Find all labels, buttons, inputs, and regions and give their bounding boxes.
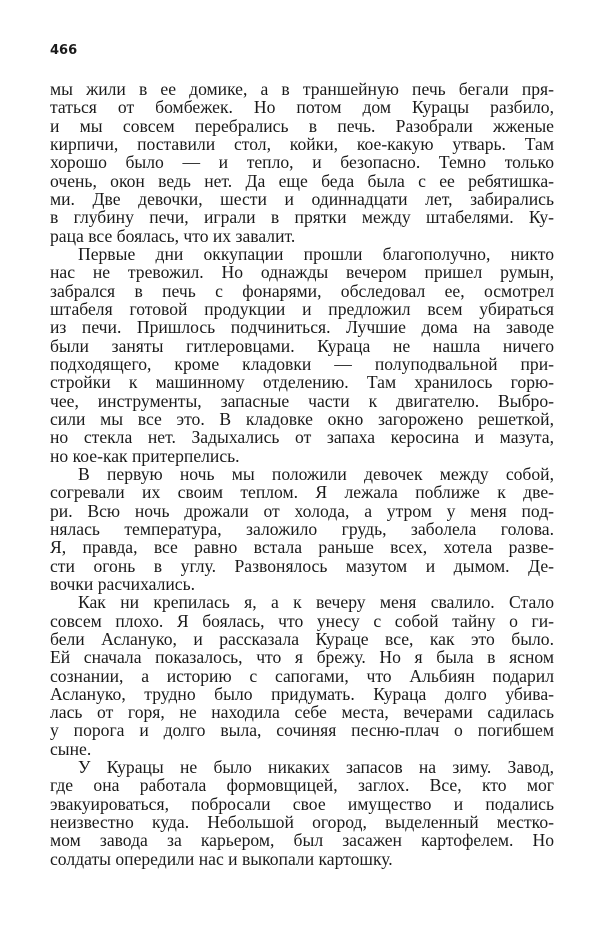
text-line: кирпичи, поставили стол, койки, кое-какую утварь. Там <box>50 133 554 154</box>
text-line: очень, окон ведь нет. Да еще беда была с ее ребятишка- <box>50 170 554 191</box>
text-line: чее, инструменты, запасные части к двигателю. Выбро- <box>50 390 554 411</box>
paragraph <box>50 465 554 593</box>
text-line: у порога и долго выла, сочиняя песню-плач о погибшем <box>50 720 554 741</box>
text-line: совсем плохо. Я боялась, что унесу с собой тайну о ги- <box>50 610 554 631</box>
text-line: мы жили в ее домике, а в траншейную печь бегали пря- <box>50 79 554 99</box>
text-line: неизвестно куда. Небольшой огород, выделенный местко- <box>50 812 554 833</box>
text-line: бели Аслануко, и рассказала Кураце все, как это было. <box>50 628 554 649</box>
page-body-text <box>50 80 554 868</box>
text-line: из печи. Пришлось подчиниться. Лучшие дома на заводе <box>50 317 554 338</box>
text-line: мом завода за карьером, был засажен картофелем. Но <box>50 830 554 851</box>
text-line: В первую ночь мы положили девочек между собой, <box>78 463 554 484</box>
text-line: сили мы все это. В кладовке окно загорожено решеткой, <box>50 408 554 429</box>
text-line: нялась температура, заложило грудь, заболела голова. <box>50 518 554 539</box>
text-line: где она работала формовщицей, заглох. Все, кто мог <box>50 775 554 796</box>
text-line: хорошо было — и тепло, и безопасно. Темно только <box>50 152 554 173</box>
text-line: сыне. <box>50 738 92 759</box>
paragraph <box>50 80 554 245</box>
paragraph <box>50 593 554 758</box>
text-line: согревали их своим теплом. Я лежала поближе к две- <box>50 482 554 503</box>
text-line: подходящего, кроме кладовки — полуподвальной при- <box>50 353 554 374</box>
paragraph <box>50 758 554 868</box>
text-line: в глубину печи, играли в прятки между штабелями. Ку- <box>50 207 554 228</box>
text-line: Аслануко, трудно было придумать. Кураца долго убива- <box>50 683 554 704</box>
text-line: и мы совсем перебрались в печь. Разобрали жженые <box>50 115 554 136</box>
text-line: Ей сначала показалось, что я брежу. Но я была в ясном <box>50 647 554 668</box>
text-line: эвакуироваться, побросали свое имущество и подались <box>50 793 554 814</box>
text-line: Первые дни оккупации прошли благополучно, никто <box>78 243 554 264</box>
text-line: Я, правда, все равно встала раньше всех, хотела разве- <box>50 537 554 558</box>
text-line: сти огонь в углу. Развонялось мазутом и дымом. Де- <box>50 555 554 576</box>
text-line: ри. Всю ночь дрожали от холода, а утром у меня под- <box>50 500 554 521</box>
text-line: сознании, а историю с сапогами, что Альбиян подарил <box>50 665 554 686</box>
text-line: ми. Две девочки, шести и одиннадцати лет, забирались <box>50 188 554 209</box>
page-number: 466 <box>50 43 78 58</box>
text-line: но кое-как притерпелись. <box>50 445 240 466</box>
text-line: Как ни крепилась я, а к вечеру меня свалило. Стало <box>78 592 554 613</box>
text-line: штабеля готовой продукции и предложил всем убираться <box>50 298 554 319</box>
text-line: но стекла нет. Задыхались от запаха керосина и мазута, <box>50 427 554 448</box>
text-line: нас не тревожил. Но однажды вечером пришел румын, <box>50 262 554 283</box>
text-line: были заняты гитлеровцами. Кураца не нашла ничего <box>50 335 554 356</box>
text-line: раца все боялась, что их завалит. <box>50 225 296 246</box>
text-line: забрался в печь с фонарями, обследовал ее, осмотрел <box>50 280 554 301</box>
text-line: вочки расчихались. <box>50 573 196 594</box>
text-line: стройки к машинному отделению. Там хранилось горю- <box>50 372 554 393</box>
text-line: У Курацы не было никаких запасов на зиму. Завод, <box>78 757 554 778</box>
paragraph <box>50 245 554 465</box>
text-line: таться от бомбежек. Но потом дом Курацы разбило, <box>50 97 554 118</box>
text-line: лась от горя, не находила себе места, вечерами садилась <box>50 702 554 723</box>
text-line: солдаты опередили нас и выкопали картошку. <box>50 848 393 869</box>
